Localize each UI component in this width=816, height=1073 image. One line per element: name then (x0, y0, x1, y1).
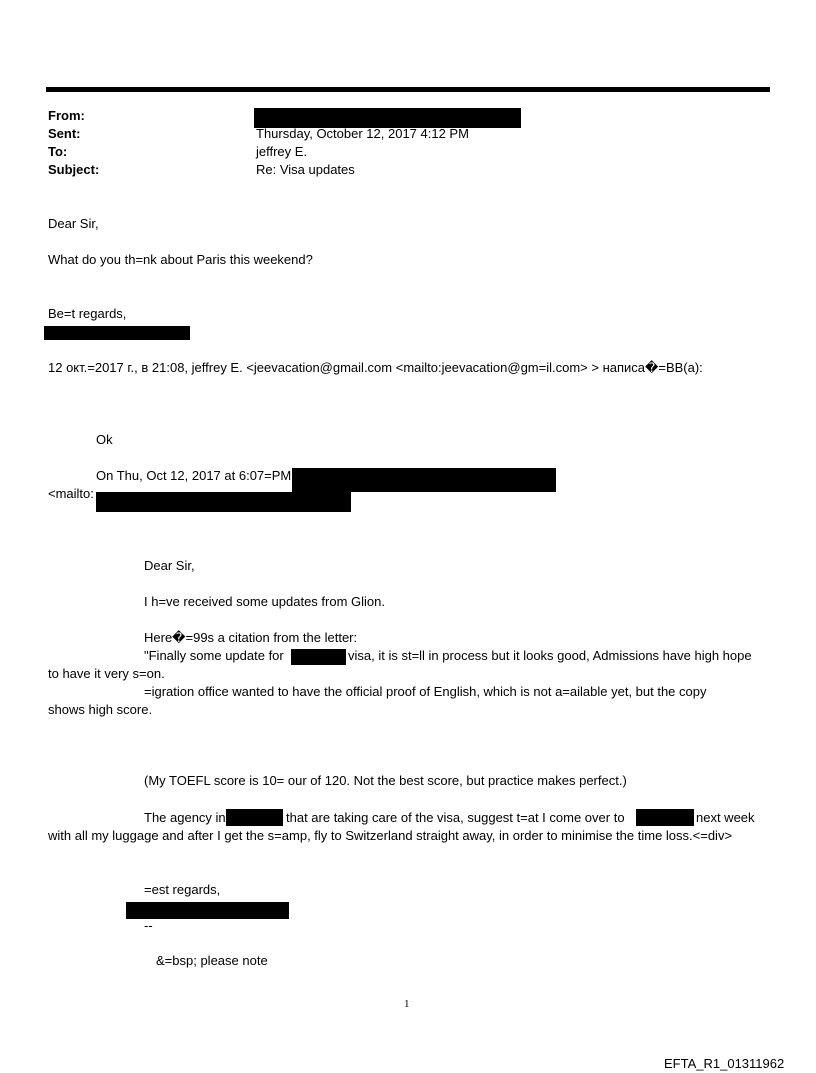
subject-value: Re: Visa updates (256, 162, 355, 177)
reply-signoff: Be=t regards, (48, 306, 127, 321)
location-redaction-1 (226, 809, 283, 826)
sent-value: Thursday, October 12, 2017 4:12 PM (256, 126, 469, 141)
sender-redaction (292, 468, 556, 492)
quoted2-p6a-2: that are taking care of the visa, suggest t=at I come over to (286, 810, 625, 825)
quoted-on-line: On Thu, Oct 12, 2017 at 6:07=PM (96, 468, 292, 483)
quoted2-p2: Here�=99s a citation from the letter: (144, 630, 358, 645)
to-value: jeffrey E. (256, 144, 308, 159)
quoted-mailto: <mailto: (48, 486, 94, 501)
name-redaction-1 (291, 649, 346, 665)
from-redaction (254, 108, 521, 128)
header-rule (46, 87, 770, 92)
quoted2-p4a: =igration office wanted to have the official proof of English, which is not a=ailable yet, but the copy (144, 684, 707, 699)
quoted2-p3b: to have it very s=on. (48, 666, 165, 681)
quoted2-greeting: Dear Sir, (144, 558, 195, 573)
quoted2-p3a-2: visa, it is st=ll in process but it looks good, Admissions have high hope (348, 648, 752, 663)
signature-redaction (44, 326, 190, 340)
mailto-redaction (96, 492, 351, 512)
reply-line: What do you th=nk about Paris this weekend? (48, 252, 313, 267)
quoted2-signoff: =est regards, (144, 882, 221, 897)
quote-intro: 12 окт.=2017 г., в 21:08, jeffrey E. <jeevacation@gmail.com <mailto:jeevacation@gm=il.com> > написа�=BB(a): (48, 360, 703, 375)
reply-greeting: Dear Sir, (48, 216, 99, 231)
quoted2-p5: (My TOEFL score is 10= our of 120. Not the best score, but practice makes perfect.) (144, 773, 627, 788)
quoted2-dashes: -- (144, 918, 153, 933)
location-redaction-2 (636, 809, 694, 826)
quoted2-p6a-3: next week (696, 810, 755, 825)
sent-label: Sent: (48, 126, 81, 141)
quoted2-note: &=bsp; please note (156, 953, 268, 968)
quoted2-p4b: shows high score. (48, 702, 153, 717)
quoted2-p6a-1: The agency in (144, 810, 226, 825)
quoted2-p6b: with all my luggage and after I get the s=amp, fly to Switzerland straight away, in order to minimise the time loss.<=div> (48, 828, 733, 843)
quoted-ok: Ok (96, 432, 113, 447)
quoted2-p1: I h=ve received some updates from Glion. (144, 594, 385, 609)
quoted2-p3a-1: "Finally some update for (144, 648, 284, 663)
to-label: To: (48, 144, 68, 159)
from-label: From: (48, 108, 85, 123)
subject-label: Subject: (48, 162, 100, 177)
document-id: EFTA_R1_01311962 (664, 1056, 785, 1071)
page-number: 1 (404, 998, 410, 1010)
signature-redaction-2 (126, 902, 289, 919)
